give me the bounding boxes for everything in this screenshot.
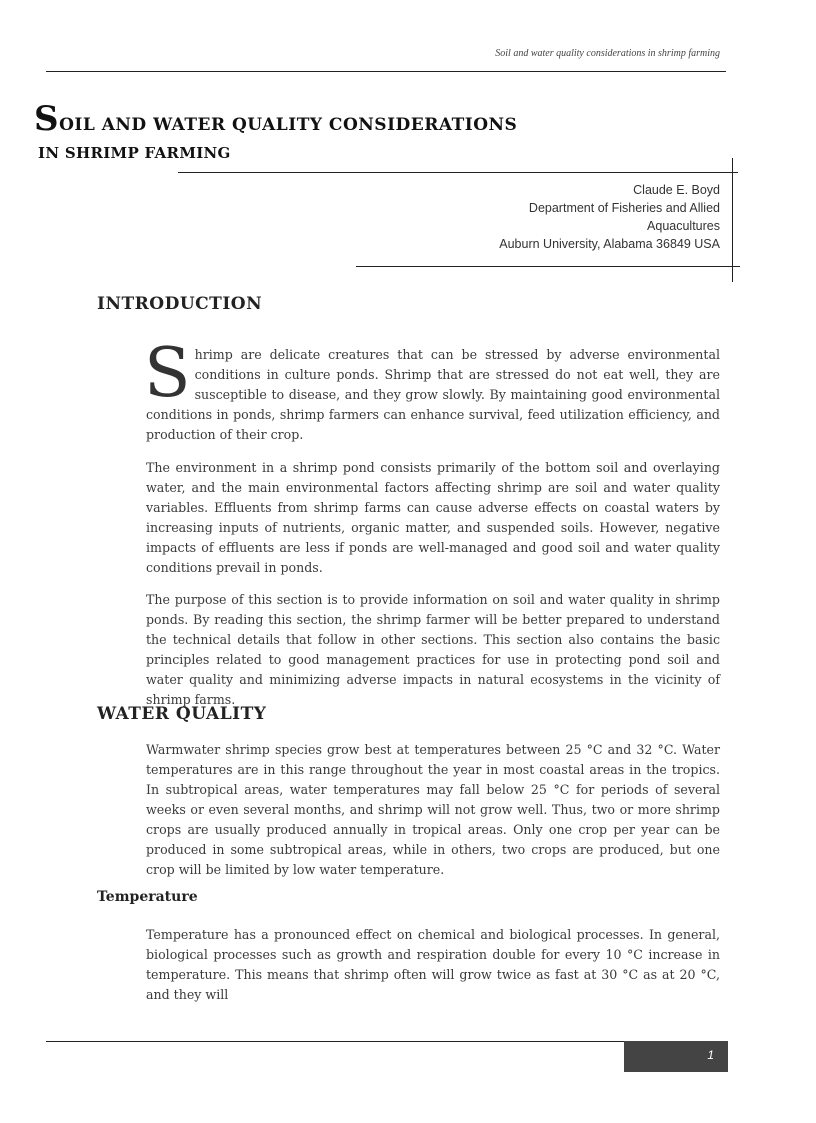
intro-paragraph-1 (144, 334, 720, 445)
temperature-paragraph: Temperature has a pronounced effect on chemical and biological processes. In general, biological processes such as growth and respiration double for every 10 °C increase in temperature. This means that shrimp often will grow twice as fast at 30 °C as at 20 °C, and they will (146, 927, 720, 1002)
heading-water-quality: WATER QUALITY (97, 704, 267, 724)
water-quality-paragraph: Warmwater shrimp species grow best at temperatures between 25 °C and 32 °C. Water temperatures are in this range throughout the year in most coastal areas in the tropics. In subtropical areas, water temperatures may fall below 25 °C for periods of several weeks or even several months, and shrimp will not grow well. Thus, two or more shrimp crops are usually produced annually in tropical areas. Only one crop per year can be produced in some subtropical areas, while in others, two crops are produced, but one crop will be limited by low water temperature. (146, 742, 720, 877)
intro-paragraph-2: The environment in a shrimp pond consists primarily of the bottom soil and overlaying water, and the main environmental factors affecting shrimp are soil and water quality variables. Effluents from shrimp farms can cause adverse effects on coastal waters by increasing inputs of nutrients, organic matter, and suspended soils. However, negative impacts of effluents are less if ponds are well-managed and good soil and water quality conditions prevail in ponds. (146, 460, 720, 575)
title-line-2: IN SHRIMP FARMING (38, 144, 231, 162)
drop-cap: S (144, 334, 191, 413)
author-rule (356, 266, 740, 267)
page-number: 1 (707, 1048, 714, 1062)
header-rule (46, 71, 726, 72)
page-number-box (624, 1041, 728, 1072)
author-box-right-edge (732, 158, 733, 282)
author-dept-1: Department of Fisheries and Allied (528, 201, 720, 215)
author-block (440, 181, 720, 253)
title-initial: S (34, 99, 60, 139)
author-dept-2: Aquacultures (647, 219, 720, 233)
heading-temperature: Temperature (97, 889, 198, 905)
author-address: Auburn University, Alabama 36849 USA (499, 237, 720, 251)
author-name: Claude E. Boyd (633, 183, 720, 197)
title-line-1 (34, 99, 518, 140)
title-line-1-rest: OIL AND WATER QUALITY CONSIDERATIONS (59, 115, 518, 135)
intro-paragraph-1-text: hrimp are delicate creatures that can be stressed by adverse environmental conditions in culture ponds. Shrimp that are stressed do not eat well, they are susceptible to disease, and they grow slowly. By maintaining good environmental conditions in ponds, shrimp farmers can enhance survival, feed utilization efficiency, and production of their crop. (146, 347, 720, 442)
heading-introduction: INTRODUCTION (97, 294, 263, 314)
running-head: Soil and water quality considerations in shrimp farming (495, 48, 720, 59)
intro-paragraph-3: The purpose of this section is to provide information on soil and water quality in shrimp ponds. By reading this section, the shrimp farmer will be better prepared to understand the technical details that follow in other sections. This section also contains the basic principles related to good management practices for use in protecting pond soil and water quality and minimizing adverse impacts in natural ecosystems in the vicinity of shrimp farms. (146, 592, 720, 707)
title-rule (178, 172, 738, 173)
